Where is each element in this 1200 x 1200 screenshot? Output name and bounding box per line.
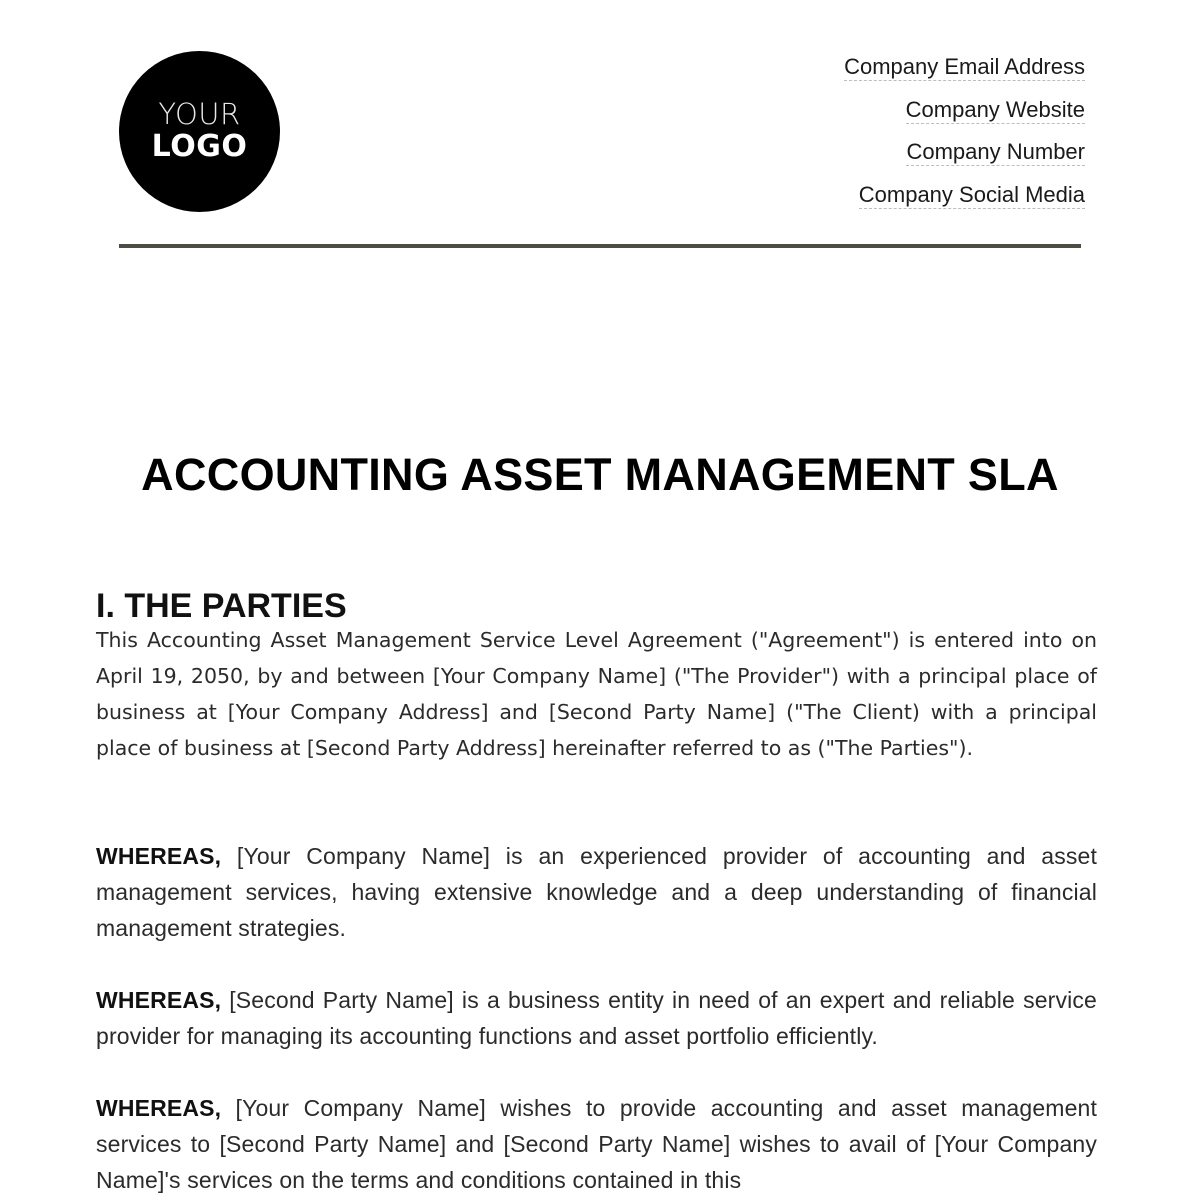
company-contact-block (844, 54, 1085, 224)
whereas-paragraph-3 (96, 1090, 1097, 1198)
document-title: ACCOUNTING ASSET MANAGEMENT SLA (141, 449, 1059, 501)
logo-text-your: YOUR (158, 96, 241, 131)
whereas-label: WHEREAS, (96, 1095, 222, 1121)
logo-text-logo: LOGO (151, 128, 248, 164)
whereas-label: WHEREAS, (96, 987, 222, 1013)
paragraph-text: [Your Company Name] is an experienced provider of accounting and asset management services, having extensive knowledge and a deep understanding of financial management strategies. (96, 843, 1097, 941)
header-divider (119, 244, 1081, 248)
section-heading-the-parties: I. THE PARTIES (96, 587, 347, 626)
parties-intro-paragraph (96, 622, 1097, 766)
whereas-paragraph-2 (96, 982, 1097, 1054)
company-logo (119, 51, 280, 212)
paragraph-text: [Second Party Name] is a business entity in need of an expert and reliable service provider for managing its accounting functions and asset portfolio efficiently. (96, 987, 1097, 1049)
paragraph-text: [Your Company Name] wishes to provide accounting and asset management services to [Second Party Name] and [Second Party Name] wishes to avail of [Your Company Name]'s services on the terms and conditions contained in this (96, 1095, 1097, 1193)
whereas-label: WHEREAS, (96, 843, 222, 869)
company-website[interactable]: Company Website (905, 96, 1085, 122)
paragraph-text: This Accounting Asset Management Service Level Agreement ("Agreement") is entered into on April 19, 2050, by and between [Your Company Name] ("The Provider") with a principal place of business at [Your Company Address] and [Second Party Name] ("The Client) with a principal place of business at [Second Party Address] hereinafter referred to as ("The Parties"). (96, 628, 1097, 760)
company-social-media[interactable]: Company Social Media (858, 181, 1085, 207)
company-number[interactable]: Company Number (906, 139, 1085, 164)
whereas-paragraph-1 (96, 838, 1097, 946)
company-email-address[interactable]: Company Email Address (844, 54, 1085, 79)
